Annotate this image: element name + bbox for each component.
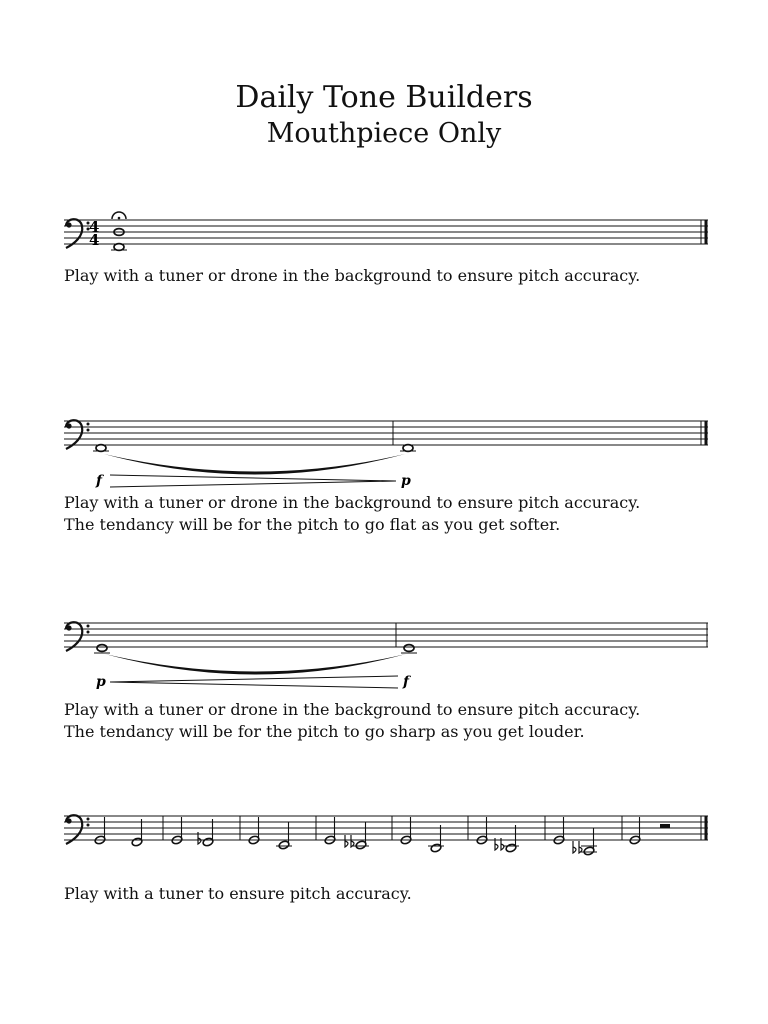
dynamic-start: p [96,674,106,690]
time-signature-top: 4 [89,218,100,236]
dynamic-end: p [401,473,411,489]
whole-note [114,244,124,251]
fermata-icon [112,212,126,219]
whole-note [403,445,413,452]
staff-exercise-2 [0,405,768,505]
time-signature-bottom: 4 [89,231,100,249]
decrescendo-hairpin [110,475,396,487]
tie [105,654,406,675]
whole-note [404,645,414,652]
instruction-3a: Play with a tuner or drone in the background to ensure pitch accuracy. [64,700,641,719]
instruction-2b: The tendancy will be for the pitch to go flat as you get softer. [64,515,561,534]
dynamic-start: f [96,473,103,489]
instruction-3b: The tendancy will be for the pitch to go sharp as you get louder. [64,722,585,741]
dynamic-end: f [403,674,410,690]
flat-icon [345,835,348,847]
half-rest [660,824,670,828]
tie [104,454,405,475]
instruction-1a: Play with a tuner or drone in the background to ensure pitch accuracy. [64,266,641,285]
instruction-2a: Play with a tuner or drone in the background to ensure pitch accuracy. [64,493,641,512]
flat-icon [579,841,582,853]
crescendo-hairpin [110,676,398,688]
page-subtitle: Mouthpiece Only [266,118,502,149]
whole-note [97,645,107,652]
staff-exercise-3 [0,607,768,707]
staff-exercise-4 [0,800,768,880]
whole-note [96,445,106,452]
flat-icon [351,835,354,847]
flat-icon [573,841,576,853]
page-title: Daily Tone Builders [235,80,533,115]
instruction-4a: Play with a tuner to ensure pitch accuracy. [64,884,412,903]
